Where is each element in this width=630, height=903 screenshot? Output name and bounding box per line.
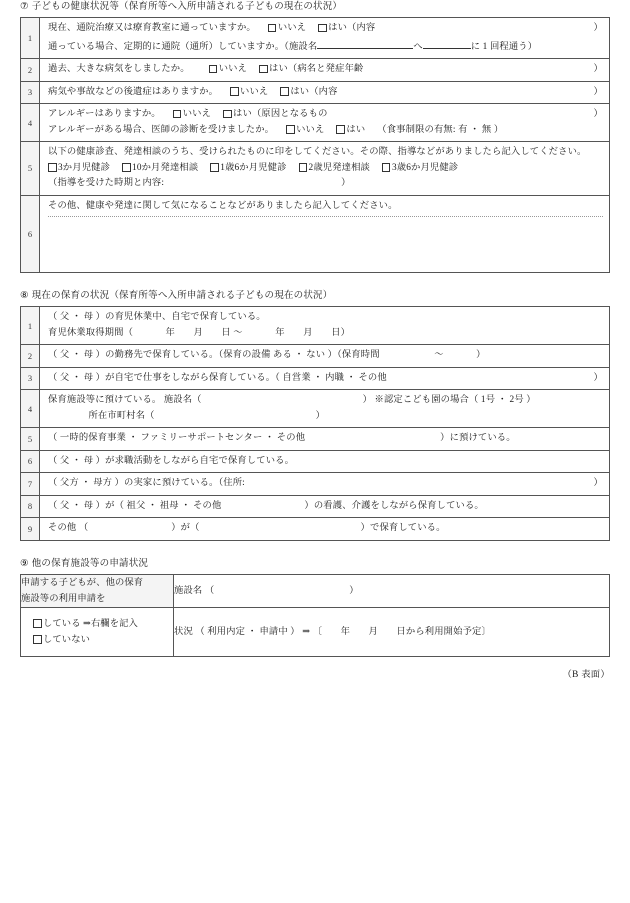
question-line xyxy=(48,107,603,123)
leave-period-label: 育児休業取得期間（ xyxy=(48,327,134,338)
row-number: 9 xyxy=(21,518,40,541)
care-status-line xyxy=(48,521,603,537)
paren-close: ） xyxy=(593,86,603,97)
question-text-wrap xyxy=(48,85,338,101)
status-label: 状況 （ 利用内定 ・ 申請中 ） ⇒ 〔 xyxy=(174,626,323,637)
paren-close: ） xyxy=(593,64,603,74)
section-8-heading xyxy=(20,289,610,306)
section-9-heading xyxy=(20,557,610,574)
care-status-line xyxy=(48,499,603,515)
application-question-label xyxy=(21,574,174,607)
option-yes-label: はい（原因となるもの xyxy=(233,109,328,119)
table-row xyxy=(21,518,610,541)
question-text-wrap xyxy=(48,107,328,123)
checkbox-yes[interactable] xyxy=(223,110,232,119)
care-status-text: （ 一時的保育事業 ・ ファミリーサポートセンター ・ その他 xyxy=(48,433,306,443)
checkbox-checkup-3mo[interactable] xyxy=(48,163,57,172)
paren-close: ） xyxy=(593,372,603,383)
table-row xyxy=(21,607,610,656)
row-number: 6 xyxy=(21,195,40,273)
application-status-cell xyxy=(174,607,610,656)
paren-close: ） xyxy=(315,410,326,421)
table-row xyxy=(21,428,610,451)
table-row xyxy=(21,495,610,518)
question-text: 現在、通院治療又は療育教室に通っていますか。 xyxy=(48,23,256,33)
question-line xyxy=(48,62,603,78)
checkup-label-10mo: 10か月発達相談 xyxy=(132,162,199,173)
paren-close: ） xyxy=(593,109,603,119)
checkbox-yes[interactable] xyxy=(336,125,345,134)
facility-name-label: 施設名 （ xyxy=(174,585,215,596)
checkbox-yes[interactable] xyxy=(318,24,327,33)
row-content xyxy=(40,59,610,82)
checkbox-yes[interactable] xyxy=(280,87,289,96)
followup-line xyxy=(48,123,603,139)
care-status-tail: ）の看護、介護をしながら保育している。 xyxy=(304,500,484,511)
table-row xyxy=(21,104,610,142)
unit-month-start: 月 xyxy=(193,327,203,338)
checkbox-no[interactable] xyxy=(209,65,218,74)
table-row xyxy=(21,473,610,496)
instruction-text: 以下の健康診査、発達相談のうち、受けられたものに印をしてください。その際、指導などがありましたら記入してください。 xyxy=(48,147,587,157)
row-number: 1 xyxy=(21,307,40,345)
status-line xyxy=(174,624,609,640)
option-no-label: いいえ xyxy=(182,109,212,119)
checkup-label-3y6mo: 3歳6か月児健診 xyxy=(391,162,459,173)
unit-month-end: 月 xyxy=(303,327,313,338)
row-content xyxy=(40,195,610,273)
row-content xyxy=(40,390,610,428)
table-row xyxy=(21,367,610,390)
municipality-line xyxy=(48,409,603,425)
row-content xyxy=(40,81,610,104)
leave-period-line xyxy=(48,326,603,342)
row-number: 1 xyxy=(21,18,40,59)
question-text: アレルギーはありますか。 xyxy=(48,109,161,119)
option-no-label: いいえ xyxy=(296,124,325,135)
paren-close: ） xyxy=(349,585,359,596)
checkbox-not-applied[interactable] xyxy=(33,635,42,644)
paren-close: ） xyxy=(476,350,486,360)
checkbox-checkup-1y6mo[interactable] xyxy=(210,163,219,172)
section-7-table xyxy=(20,17,610,273)
option-yes-label: はい（内容 xyxy=(328,23,376,33)
section-9 xyxy=(20,557,610,657)
row-number: 2 xyxy=(21,59,40,82)
checkbox-has-applied[interactable] xyxy=(33,619,42,628)
row-number: 2 xyxy=(21,345,40,368)
section-7-number: ⑦ xyxy=(20,2,29,12)
unit-day-end: 日） xyxy=(331,327,351,338)
checkup-label-1y6mo: 1歳6か月児健診 xyxy=(220,162,287,173)
section-9-table xyxy=(20,574,610,657)
other-tail: ）で保育している。 xyxy=(360,523,446,533)
guidance-label: （指導を受けた時期と内容: xyxy=(48,178,165,188)
question-line xyxy=(48,85,603,101)
freeform-writing-area[interactable] xyxy=(48,217,603,269)
care-status-line xyxy=(48,431,603,447)
care-status-tail: ）に預けている。 xyxy=(440,433,516,443)
section-spacer xyxy=(0,541,630,557)
application-options-cell xyxy=(21,607,174,656)
care-status-text: （ 父 ・ 母 ）の育児休業中、自宅で保育している。 xyxy=(48,312,266,322)
frequency-blank[interactable] xyxy=(423,37,471,49)
freeform-prompt: その他、健康や発達に関して気になることなどがありましたら記入してください。 xyxy=(48,200,398,211)
followup-text: アレルギーがある場合、医師の診断を受けましたか。 xyxy=(48,124,275,135)
option-not-applied-label: していない xyxy=(43,634,90,645)
row-content xyxy=(40,18,610,59)
row-content xyxy=(40,473,610,496)
care-status-text: （ 父 ・ 母 ）が求職活動をしながら自宅で保育している。 xyxy=(48,455,295,466)
section-spacer xyxy=(0,273,630,289)
section-7 xyxy=(20,0,610,273)
unit-year: 年 xyxy=(340,626,351,637)
facility-name-blank[interactable] xyxy=(317,37,413,49)
facility-name-line xyxy=(174,583,609,599)
unit-day-start: 日 ～ xyxy=(221,327,243,338)
section-9-title: 他の保育施設等の申請状況 xyxy=(31,558,149,569)
followup-text: 通っている場合、定期的に通院（通所）していますか。（施設名 xyxy=(48,41,318,52)
section-7-heading xyxy=(20,0,610,17)
paren-close: ） xyxy=(593,478,603,488)
row-content xyxy=(40,367,610,390)
section-8-table xyxy=(20,306,610,541)
paren-close: ） xyxy=(593,23,603,33)
checkup-options xyxy=(48,161,603,177)
table-row xyxy=(21,59,610,82)
facility-name-cell xyxy=(174,574,610,607)
row-number: 6 xyxy=(21,450,40,473)
option-not-applied-line xyxy=(33,632,165,648)
label-line-2: 施設等の利用申請を xyxy=(21,593,106,604)
option-yes-label: はい xyxy=(346,124,366,135)
option-no-label: いいえ xyxy=(240,86,269,97)
table-row xyxy=(21,390,610,428)
checkbox-checkup-10mo[interactable] xyxy=(122,163,131,172)
row-number: 5 xyxy=(21,428,40,451)
row-number: 5 xyxy=(21,142,40,196)
option-yes-label: はい（病名と発症年齢 xyxy=(269,64,364,74)
followup-line xyxy=(48,37,603,56)
question-text-wrap xyxy=(48,21,375,37)
table-row xyxy=(21,142,610,196)
question-line xyxy=(48,21,603,37)
municipality-label: 所在市町村名（ xyxy=(88,410,155,421)
row-content xyxy=(40,345,610,368)
care-status-line xyxy=(48,348,603,364)
checkup-label-2y: 2歳児発達相談 xyxy=(308,162,370,173)
question-text: 病気や事故などの後遺症はありますか。 xyxy=(48,86,219,97)
row-number: 4 xyxy=(21,390,40,428)
care-status-line xyxy=(48,371,603,387)
row-number: 4 xyxy=(21,104,40,142)
question-text-wrap xyxy=(48,62,363,78)
row-number: 7 xyxy=(21,473,40,496)
checkbox-yes[interactable] xyxy=(259,65,268,74)
option-no-label: いいえ xyxy=(218,64,248,74)
followup-tail: に 1 回程通う） xyxy=(470,41,538,52)
option-applied-label: している ⇒右欄を記入 xyxy=(43,618,138,629)
checkbox-checkup-3y6mo[interactable] xyxy=(382,163,391,172)
care-status-text: （ 父 ・ 母 ）が（ 祖父 ・ 祖母 ・ その他 xyxy=(48,500,222,511)
question-text: 過去、大きな病気をしましたか。 xyxy=(48,64,190,74)
row-number: 8 xyxy=(21,495,40,518)
row-number: 3 xyxy=(21,367,40,390)
checkbox-no[interactable] xyxy=(230,87,239,96)
care-status-text: （ 父 ・ 母 ）の勤務先で保育している。（保育の設備 ある ・ ない ）（保育時間 xyxy=(48,350,380,360)
table-row xyxy=(21,307,610,345)
table-row xyxy=(21,450,610,473)
unit-year-start: 年 xyxy=(165,327,175,338)
guidance-close: ） xyxy=(341,178,351,188)
other-label: その他 （ xyxy=(48,523,89,533)
row-content xyxy=(40,428,610,451)
table-row xyxy=(21,195,610,273)
section-8 xyxy=(20,289,610,541)
guidance-line xyxy=(48,176,603,192)
table-row xyxy=(21,345,610,368)
facility-line xyxy=(48,393,603,409)
section-7-title: 子どもの健康状況等（保育所等へ入所申請される子どもの現在の状況） xyxy=(31,2,343,12)
diet-restriction-text: （食事制限の有無: 有 ・ 無 ） xyxy=(377,124,504,135)
facility-note: ） ※認定こども園の場合（ 1号 ・ 2号 ） xyxy=(362,395,536,405)
care-status-text: （ 父方 ・ 母方 ）の実家に預けている。（住所: xyxy=(48,478,245,488)
section-8-title: 現在の保育の状況（保育所等へ入所申請される子どもの現在の状況） xyxy=(31,291,333,301)
checkup-label-3mo: 3か月児健診 xyxy=(58,162,111,173)
row-content xyxy=(40,307,610,345)
facility-label: 保育施設等に預けている。 施設名（ xyxy=(48,395,202,405)
section-8-number: ⑧ xyxy=(20,291,29,301)
checkbox-no[interactable] xyxy=(286,125,295,134)
unit-year-end: 年 xyxy=(275,327,285,338)
option-yes-label: はい（内容 xyxy=(290,86,338,97)
range-separator: ～ xyxy=(434,350,444,360)
section-9-number: ⑨ xyxy=(20,558,29,569)
row-content xyxy=(40,495,610,518)
row-content xyxy=(40,518,610,541)
checkbox-checkup-2y[interactable] xyxy=(299,163,308,172)
row-content xyxy=(40,104,610,142)
page-side-label: （B 表面） xyxy=(562,669,610,680)
care-status-text: （ 父 ・ 母 ）が自宅で仕事をしながら保育している。（ 自営業 ・ 内職 ・ その他 xyxy=(48,372,387,383)
option-applied-line xyxy=(33,616,165,632)
table-row xyxy=(21,18,610,59)
other-mid: ）が（ xyxy=(171,523,200,533)
row-content xyxy=(40,450,610,473)
unit-month: 月 xyxy=(368,626,378,637)
checkbox-no[interactable] xyxy=(173,110,182,119)
care-status-line xyxy=(48,476,603,492)
option-no-label: いいえ xyxy=(277,23,307,33)
row-number: 3 xyxy=(21,81,40,104)
checkbox-no[interactable] xyxy=(268,24,277,33)
followup-to: へ xyxy=(413,41,423,52)
label-line-1: 申請する子どもが、他の保育 xyxy=(21,577,144,588)
table-row xyxy=(21,81,610,104)
row-content xyxy=(40,142,610,196)
status-tail: 日から利用開始予定〕 xyxy=(396,626,491,637)
table-row xyxy=(21,574,610,607)
